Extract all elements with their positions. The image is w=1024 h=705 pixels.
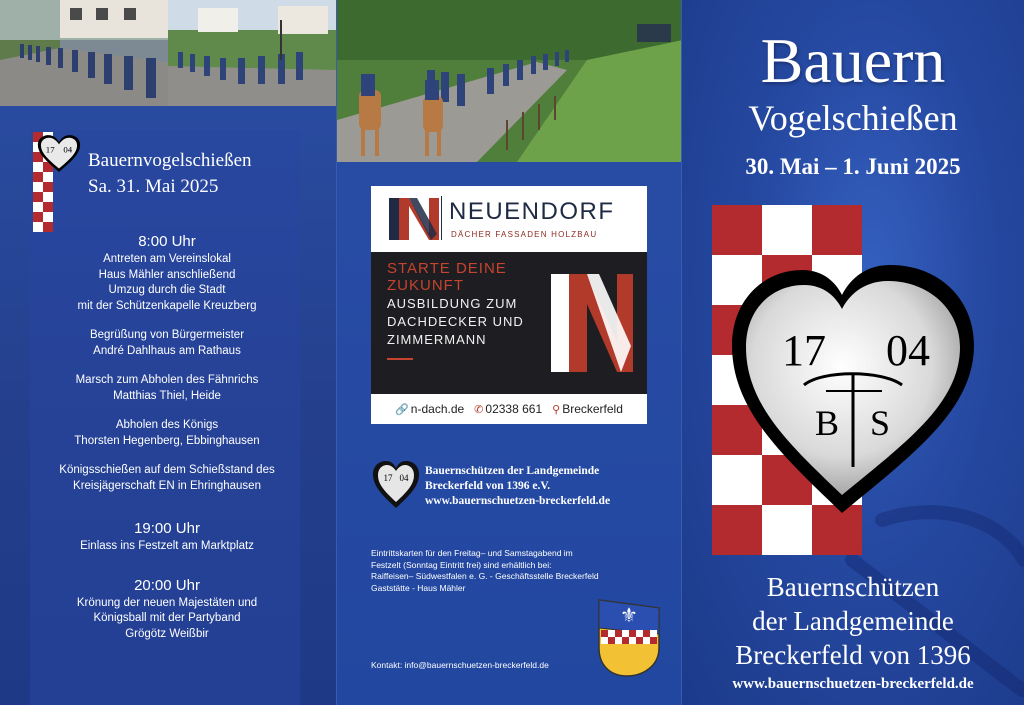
organization-name — [682, 570, 1024, 672]
checker-square — [43, 182, 53, 192]
svg-text:04: 04 — [63, 144, 73, 155]
club-url[interactable]: www.bauernschuetzen-breckerfeld.de — [425, 495, 611, 507]
ad-body — [387, 295, 524, 349]
svg-text:⚜: ⚜ — [620, 603, 638, 627]
main-subtitle: Vogelschießen — [748, 98, 958, 138]
schedule-line: Abholen des Königs — [115, 419, 219, 431]
main-title: Bauern — [760, 25, 946, 96]
checker-square — [712, 455, 762, 505]
checker-square — [615, 637, 622, 644]
svg-text:17: 17 — [45, 144, 55, 155]
ticket-line: Festzelt (Sonntag Eintritt frei) sind erhältlich bei: — [371, 559, 552, 570]
svg-text:04: 04 — [399, 473, 409, 483]
ad-big-n-icon — [547, 268, 637, 378]
club-name-line-2: Breckerfeld von 1396 e.V. — [425, 480, 551, 492]
event-dates: 30. Mai – 1. Juni 2025 — [745, 154, 961, 179]
club-emblem-small — [371, 452, 421, 519]
schedule-time-1: 8:00 Uhr — [138, 233, 196, 250]
checker-square — [622, 637, 629, 644]
contact-email[interactable]: Kontakt: info@bauernschuetzen-breckerfeld.de — [371, 660, 549, 670]
svg-text:17: 17 — [383, 473, 393, 483]
org-line: Bauernschützen — [766, 572, 940, 602]
checker-square — [43, 212, 53, 222]
checker-square — [622, 630, 629, 637]
schedule — [36, 233, 298, 642]
club-name-line-1: Bauernschützen der Landgemeinde — [425, 465, 600, 477]
club-info — [425, 464, 610, 509]
parade-photo-village — [168, 0, 336, 106]
schedule-item-5 — [36, 463, 298, 494]
checker-square — [33, 182, 43, 192]
checker-square — [629, 630, 636, 637]
emblem-initial-right: S — [869, 403, 891, 443]
checker-square — [33, 202, 43, 212]
ad-divider — [441, 196, 442, 240]
checker-square — [629, 637, 636, 644]
checker-square — [636, 630, 643, 637]
schedule-item-1 — [36, 252, 298, 314]
schedule-item-3 — [36, 373, 298, 404]
checker-square — [712, 505, 762, 555]
location-pin-icon: ⚲ — [552, 404, 561, 416]
schedule-line: Umzug durch die Stadt — [108, 284, 226, 296]
org-line: Breckerfeld von 1396 — [735, 640, 971, 670]
ad-accent-line — [387, 358, 413, 360]
checker-square — [608, 630, 615, 637]
checker-square — [812, 205, 862, 255]
ad-website[interactable] — [395, 402, 464, 416]
emblem-year-left: 17 — [782, 326, 826, 375]
checker-square — [762, 505, 812, 555]
checker-square — [650, 630, 657, 637]
schedule-line: Begrüßung von Bürgermeister — [89, 329, 245, 341]
day-title: Bauernvogelschießen — [88, 150, 252, 171]
checker-square — [643, 637, 650, 644]
ad-body-line: DACHDECKER UND — [387, 314, 524, 329]
schedule-line: Krönung der neuen Majestäten und — [76, 596, 258, 609]
website-url[interactable]: www.bauernschuetzen-breckerfeld.de — [732, 676, 974, 692]
checker-square — [601, 637, 608, 644]
ad-location-text: Breckerfeld — [562, 402, 623, 416]
schedule-item-2 — [36, 328, 298, 359]
checker-square — [643, 630, 650, 637]
ad-phone-text: 02338 661 — [485, 402, 543, 416]
emblem-year-right: 04 — [886, 326, 930, 375]
schedule-line: Königsschießen auf dem Schießstand des — [59, 464, 275, 476]
ticket-line: Raiffeisen– Südwestfalen e. G. - Geschäftsstelle Breckerfeld — [371, 571, 599, 581]
sponsor-ad — [371, 186, 647, 424]
checker-square — [712, 205, 762, 255]
phone-icon: ✆ — [474, 404, 484, 416]
ad-dark-block — [371, 252, 647, 394]
schedule-line: Marsch zum Abholen des Fähnrichs — [75, 374, 259, 386]
middle-panel — [336, 0, 682, 705]
checker-square — [608, 637, 615, 644]
right-panel — [682, 0, 1024, 705]
checker-square — [762, 205, 812, 255]
ad-headline-line: ZUKUNFT — [387, 277, 464, 294]
schedule-item-6 — [36, 539, 298, 555]
parade-photo-horses — [337, 0, 682, 162]
checker-square — [43, 192, 53, 202]
heart-emblem-large — [712, 205, 1002, 562]
schedule-item-4 — [36, 418, 298, 449]
ad-phone[interactable] — [474, 402, 542, 416]
checker-square — [650, 637, 657, 644]
ticket-line: Eintrittskarten für den Freitag– und Samstagabend im — [371, 548, 573, 558]
checker-square — [43, 222, 53, 232]
schedule-line: Thorsten Hegenberg, Ebbinghausen — [74, 434, 260, 447]
schedule-line: Kreisjägerschaft EN in Ehringhausen — [73, 479, 261, 492]
checker-square — [33, 222, 43, 232]
ad-body-line: AUSBILDUNG ZUM — [387, 296, 518, 311]
schedule-line: Matthias Thiel, Heide — [113, 389, 221, 402]
schedule-line: Grögötz Weißbir — [125, 627, 209, 640]
day-date: Sa. 31. Mai 2025 — [88, 176, 219, 197]
emblem-initial-left: B — [814, 403, 840, 443]
schedule-line: Antreten am Vereinslokal — [103, 253, 231, 265]
parade-photo-street — [0, 0, 168, 106]
schedule-time-3: 20:00 Uhr — [134, 576, 200, 594]
checker-square — [43, 202, 53, 212]
ad-brand: NEUENDORF — [449, 198, 615, 225]
org-line: der Landgemeinde — [752, 606, 954, 636]
ad-location — [552, 402, 623, 416]
checker-square — [615, 630, 622, 637]
schedule-line: mit der Schützenkapelle Kreuzberg — [77, 299, 257, 312]
coat-of-arms — [593, 590, 665, 685]
ad-headline — [387, 260, 507, 294]
ad-headline-line: STARTE DEINE — [387, 260, 507, 277]
checker-square — [636, 637, 643, 644]
ticket-line: Gaststätte - Haus Mähler — [371, 582, 466, 593]
left-panel — [0, 0, 336, 705]
ad-subline: DÄCHER FASSADEN HOLZBAU — [451, 230, 598, 239]
checker-square — [33, 212, 43, 222]
ad-website-text: n-dach.de — [410, 402, 465, 416]
schedule-line: Königsball mit der Partyband — [93, 612, 241, 624]
neuendorf-logo-icon — [385, 194, 445, 244]
link-icon: 🔗 — [395, 404, 409, 416]
schedule-line: Haus Mähler anschließend — [98, 268, 236, 281]
schedule-item-7 — [36, 596, 298, 643]
ad-header — [371, 186, 647, 250]
heart-emblem-small — [37, 134, 81, 179]
schedule-line: Einlass ins Festzelt am Marktplatz — [80, 540, 254, 552]
checker-square — [812, 505, 862, 555]
schedule-line: André Dahlhaus am Rathaus — [93, 344, 241, 357]
schedule-time-2: 19:00 Uhr — [134, 520, 200, 537]
ad-body-line: ZIMMERMANN — [387, 332, 487, 347]
checker-square — [33, 192, 43, 202]
ad-contact-row — [371, 396, 647, 422]
ticket-info — [371, 548, 641, 594]
checker-square — [601, 630, 608, 637]
